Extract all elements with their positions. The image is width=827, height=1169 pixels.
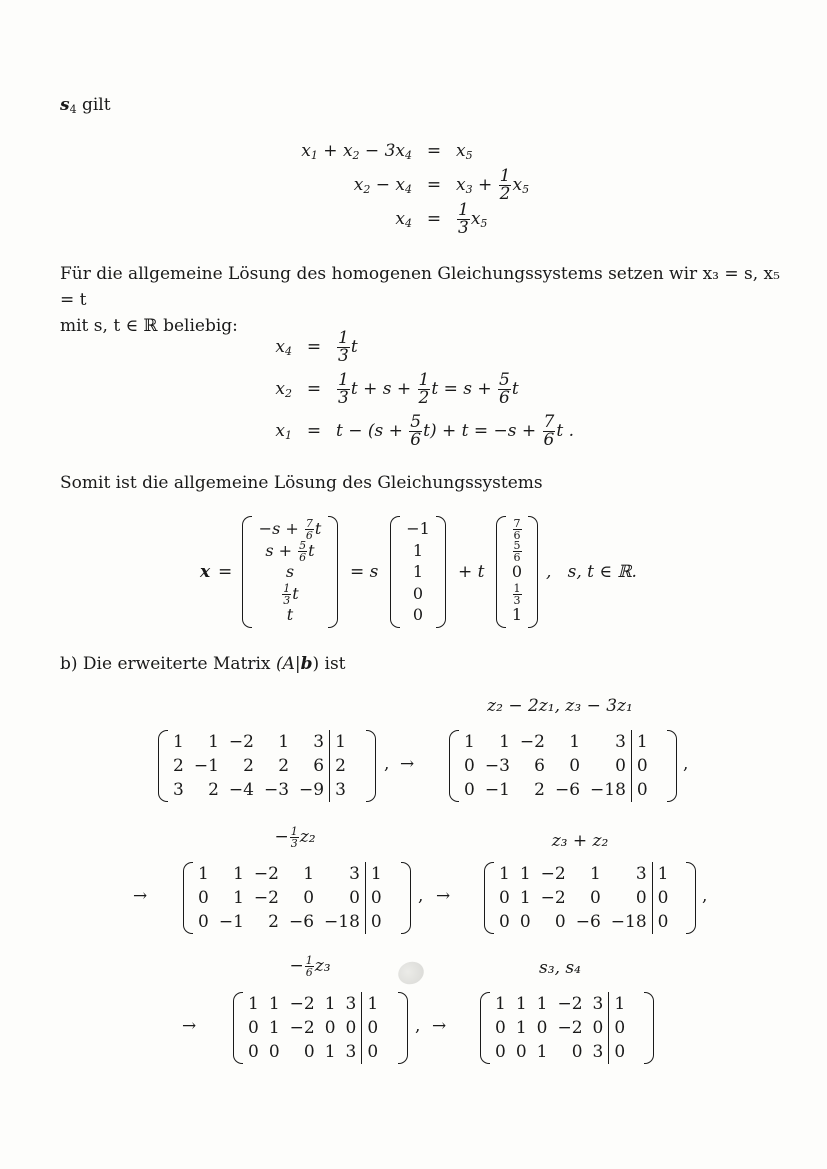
matrix-entry: 0	[569, 756, 581, 776]
matrix-entry: −1	[484, 780, 510, 800]
vector-entry: −s + $\frac{7}{6}$ t	[258, 517, 322, 542]
matrix-row	[459, 730, 653, 754]
arrow-4: →	[182, 1016, 197, 1036]
equation-lhs: $x_1$	[275, 421, 292, 442]
matrix-rhs-entry: 0	[365, 910, 386, 934]
matrix-entry: 6	[313, 756, 325, 776]
vector-entry: $\frac{1}{3}$	[513, 581, 521, 607]
equation-row	[290, 199, 529, 238]
augmented-matrix-4	[484, 862, 696, 934]
equals-sign: =	[218, 562, 233, 582]
equation-row	[270, 326, 574, 368]
matrix-entry: −2	[253, 864, 279, 884]
solution-equation	[200, 516, 660, 628]
vector-entry: 1	[511, 605, 523, 624]
equation-rows	[290, 134, 529, 236]
equation-row	[270, 368, 574, 410]
equation-operator: =	[426, 175, 442, 195]
comma-3: ,	[418, 886, 424, 906]
paragraph-line-2: mit s, t ∈ ℝ beliebig:	[60, 316, 238, 336]
matrix-entry: −1	[193, 756, 219, 776]
gilt-text: gilt	[76, 95, 111, 115]
matrix-entry: 0	[615, 756, 626, 776]
matrix-entry: 2	[268, 912, 279, 932]
equation-rhs: $x_3$ + $\frac{1}{2}$ $x_5$	[456, 165, 530, 204]
matrix-entry: 1	[495, 994, 506, 1014]
comma-2: ,	[683, 754, 689, 774]
matrix-entry: 0	[248, 1042, 259, 1062]
solution-vector-general	[242, 516, 338, 628]
matrix-entry: 3	[592, 1042, 604, 1062]
x-vector-label: x	[200, 562, 211, 582]
matrix-rhs-entry: 0	[365, 886, 386, 910]
scan-smudge-mark	[395, 958, 427, 988]
matrix-rhs-entry: 0	[631, 778, 652, 802]
matrix-row	[168, 778, 351, 802]
matrix-entry: 1	[519, 864, 531, 884]
equation-rows	[270, 326, 574, 452]
matrix-entry: −2	[557, 1018, 583, 1038]
matrix-entry: −6	[554, 780, 581, 800]
matrix-entry: −3	[263, 780, 290, 800]
paragraph-solution-intro: Somit ist die allgemeine Lösung des Gleichungssystems	[60, 473, 543, 493]
row-op-label-3: z₃ + z₂	[551, 831, 609, 851]
equation-rhs: t − (s + $\frac{5}{6}$ t) + t = −s + $\frac{7}{6}$ t .	[336, 411, 575, 450]
part-b-heading	[60, 651, 346, 677]
vector-entry: 1	[412, 562, 424, 581]
augmented-matrix-6	[480, 992, 654, 1064]
matrix-row	[494, 862, 674, 886]
matrix-entry: 1	[233, 888, 244, 908]
equation-operator: =	[426, 141, 442, 161]
augmented-matrix-5	[233, 992, 408, 1064]
s4-symbol: s	[60, 95, 70, 115]
matrix-entry: 2	[173, 756, 184, 776]
matrix-rhs-entry: 3	[330, 778, 351, 802]
matrix-entry: 2	[534, 780, 545, 800]
matrix-entry: 0	[589, 888, 601, 908]
equation-operator: =	[306, 421, 322, 441]
matrix-entry: 1	[248, 994, 259, 1014]
matrix-entry: 0	[495, 1042, 506, 1062]
row-op-label-2: − $\frac{1}{3}$ z₂	[274, 825, 316, 850]
matrix-entry: 0	[464, 780, 475, 800]
matrix-entry: 0	[303, 888, 315, 908]
matrix-entry: −2	[540, 864, 566, 884]
vector-entry: t	[286, 605, 294, 624]
matrix-entry: −2	[540, 888, 566, 908]
matrix-entry: 0	[554, 912, 566, 932]
matrix-rhs-entry: 0	[652, 910, 673, 934]
matrix-entry: 1	[198, 864, 209, 884]
matrix-row	[243, 1040, 383, 1064]
matrix-entry: 0	[592, 1018, 604, 1038]
solution-vector-t	[496, 516, 538, 628]
matrix-row	[243, 992, 383, 1016]
matrix-entry: 1	[536, 994, 548, 1014]
matrix-entry: −3	[484, 756, 510, 776]
matrix-entry: −4	[228, 780, 254, 800]
matrix-rhs-entry: 1	[365, 862, 386, 886]
matrix-entry: 0	[519, 912, 531, 932]
matrix-entry: 0	[515, 1042, 527, 1062]
part-b-prefix: b) Die erweiterte Matrix	[60, 654, 276, 674]
matrix-row	[459, 778, 653, 802]
matrix-rhs-entry: 1	[362, 992, 383, 1016]
matrix-entry: −1	[218, 912, 244, 932]
equation-row	[290, 165, 530, 204]
vector-entry: 0	[511, 562, 523, 581]
matrix-entry: −2	[519, 732, 545, 752]
equation-lhs: $x_4$	[395, 209, 412, 230]
augmented-matrix-1	[158, 730, 376, 802]
equals-s: = s	[350, 562, 379, 582]
matrix-row	[490, 1040, 630, 1064]
arrow-5: →	[432, 1016, 447, 1036]
augmented-matrix-3	[183, 862, 411, 934]
matrix-entry: 0	[198, 912, 209, 932]
matrix-entry: 1	[589, 864, 601, 884]
s4-subscript: 4	[69, 103, 77, 116]
matrix-entry: 1	[499, 732, 510, 752]
equation-lhs: $x_4$	[275, 337, 292, 358]
matrix-entry: −9	[299, 780, 325, 800]
matrix-entry: −6	[288, 912, 315, 932]
equation-rhs: $\frac{1}{3}$ t + s + $\frac{1}{2}$ t = s + $\frac{5}{6}$ t	[338, 369, 519, 408]
matrix-row	[243, 1016, 383, 1040]
matrix-entry: −6	[575, 912, 601, 932]
equation-lhs: $x_2 - x_4$	[353, 175, 412, 196]
matrix-entry: 0	[268, 1042, 280, 1062]
matrix-row	[168, 754, 351, 778]
matrix-rhs-entry: 0	[362, 1016, 383, 1040]
matrix-entry: 1	[515, 1018, 527, 1038]
section-intro	[60, 92, 111, 118]
vector-entry: −1	[406, 519, 430, 538]
matrix-rhs-entry: 2	[330, 754, 351, 778]
vector-entry: $\frac{1}{3}$ t	[283, 581, 299, 607]
arrow-3: →	[436, 886, 451, 906]
arrow-1: →	[400, 754, 415, 774]
matrix-entry: 3	[635, 864, 647, 884]
matrix-rhs-entry: 0	[609, 1016, 630, 1040]
matrix-row	[494, 886, 674, 910]
solution-vector-s	[390, 516, 446, 628]
equation-rhs: $\frac{1}{3}$ t	[338, 327, 358, 366]
matrix-entry: 1	[515, 994, 527, 1014]
matrix-row	[193, 886, 387, 910]
arrow-2: →	[133, 886, 148, 906]
matrix-entry: 1	[303, 864, 315, 884]
matrix-row	[490, 1016, 630, 1040]
matrix-entry: 2	[208, 780, 219, 800]
matrix-entry: −2	[557, 994, 583, 1014]
matrix-row	[193, 910, 387, 934]
matrix-entry: 0	[198, 888, 209, 908]
matrix-entry: 3	[345, 1042, 357, 1062]
equation-system-1	[290, 134, 529, 236]
matrix-entry: −2	[253, 888, 279, 908]
matrix-entry: −2	[228, 732, 254, 752]
matrix-entry: −2	[289, 994, 315, 1014]
matrix-rhs-entry: 1	[330, 730, 351, 754]
matrix-entry: 1	[233, 864, 244, 884]
matrix-entry: 0	[499, 888, 510, 908]
vector-entry: s	[285, 562, 295, 581]
matrix-rhs-entry: 0	[631, 754, 652, 778]
equation-lhs: $x_1 + x_2 - 3x_4$	[301, 141, 412, 162]
matrix-entry: 1	[324, 1042, 336, 1062]
matrix-entry: 0	[349, 888, 360, 908]
matrix-rhs-entry: 0	[652, 886, 673, 910]
matrix-entry: 0	[499, 912, 510, 932]
equation-operator: =	[306, 337, 322, 357]
matrix-entry: 1	[173, 732, 184, 752]
matrix-entry: 2	[243, 756, 254, 776]
matrix-rhs-entry: 1	[609, 992, 630, 1016]
matrix-entry: 0	[324, 1018, 336, 1038]
matrix-entry: 3	[313, 732, 325, 752]
matrix-entry: 1	[268, 994, 280, 1014]
vector-entry: 1	[412, 540, 424, 560]
equation-rhs: $\frac{1}{3}$ $x_5$	[458, 199, 488, 238]
matrix-entry: 0	[536, 1018, 548, 1038]
matrix-entry: 1	[324, 994, 336, 1014]
matrix-rhs-entry: 1	[631, 730, 652, 754]
equation-lhs: $x_2$	[275, 379, 292, 400]
matrix-A-symbol: (A|	[275, 654, 301, 674]
comma-1: ,	[384, 754, 390, 774]
matrix-entry: 1	[499, 864, 510, 884]
vector-entry: $\frac{7}{6}$	[513, 517, 521, 542]
matrix-row	[490, 992, 630, 1016]
vector-b-symbol: b	[300, 654, 313, 674]
matrix-rhs-entry: 0	[362, 1040, 383, 1064]
matrix-entry: −18	[324, 912, 360, 932]
row-op-label-5: s₃, s₄	[539, 958, 581, 978]
matrix-rhs-entry: 1	[652, 862, 673, 886]
matrix-entry: −2	[289, 1018, 315, 1038]
matrix-entry: −18	[610, 912, 647, 932]
comma-4: ,	[702, 886, 708, 906]
matrix-entry: 2	[278, 756, 290, 776]
matrix-row	[459, 754, 653, 778]
matrix-row	[168, 730, 351, 754]
matrix-entry: 1	[278, 732, 290, 752]
matrix-entry: 3	[349, 864, 360, 884]
matrix-entry: 1	[268, 1018, 280, 1038]
matrix-entry: 1	[519, 888, 531, 908]
matrix-entry: 3	[345, 994, 357, 1014]
parameter-domain: , s, t ∈ ℝ.	[546, 562, 637, 582]
vector-entry: $\frac{5}{6}$	[513, 538, 521, 564]
part-b-suffix: ) ist	[312, 654, 346, 674]
matrix-row	[494, 910, 674, 934]
matrix-entry: 3	[615, 732, 626, 752]
vector-entry: 0	[412, 605, 424, 624]
vector-entry: s + $\frac{5}{6}$ t	[265, 538, 315, 564]
matrix-entry: 3	[173, 780, 184, 800]
equation-operator: =	[426, 209, 442, 229]
matrix-entry: 6	[534, 756, 545, 776]
paragraph-line-1: Für die allgemeine Lösung des homogenen Gleichungssystems setzen wir x₃ = s, x₅ = t	[60, 264, 780, 310]
matrix-entry: 0	[248, 1018, 259, 1038]
matrix-entry: 1	[208, 732, 219, 752]
equation-operator: =	[306, 379, 322, 399]
comma-5: ,	[415, 1016, 421, 1036]
plus-t: + t	[458, 562, 485, 582]
equation-row	[290, 134, 529, 168]
matrix-entry: 3	[592, 994, 604, 1014]
equation-system-2	[270, 326, 574, 452]
matrix-entry: 1	[464, 732, 475, 752]
matrix-entry: 0	[345, 1018, 357, 1038]
matrix-entry: 0	[495, 1018, 506, 1038]
vector-entry: 0	[412, 583, 424, 603]
row-op-label-4: − $\frac{1}{6}$ z₃	[289, 954, 331, 979]
augmented-matrix-2	[449, 730, 677, 802]
row-op-label-1: z₂ − 2z₁, z₃ − 3z₁	[487, 696, 633, 716]
matrix-row	[193, 862, 387, 886]
matrix-entry: 0	[571, 1042, 583, 1062]
equation-row	[270, 410, 574, 452]
matrix-entry: 0	[303, 1042, 315, 1062]
matrix-entry: 1	[536, 1042, 548, 1062]
matrix-entry: 1	[569, 732, 581, 752]
matrix-entry: −18	[590, 780, 626, 800]
matrix-rhs-entry: 0	[609, 1040, 630, 1064]
matrix-entry: 0	[464, 756, 475, 776]
equation-rhs: $x_5$	[456, 141, 473, 162]
matrix-entry: 0	[635, 888, 647, 908]
